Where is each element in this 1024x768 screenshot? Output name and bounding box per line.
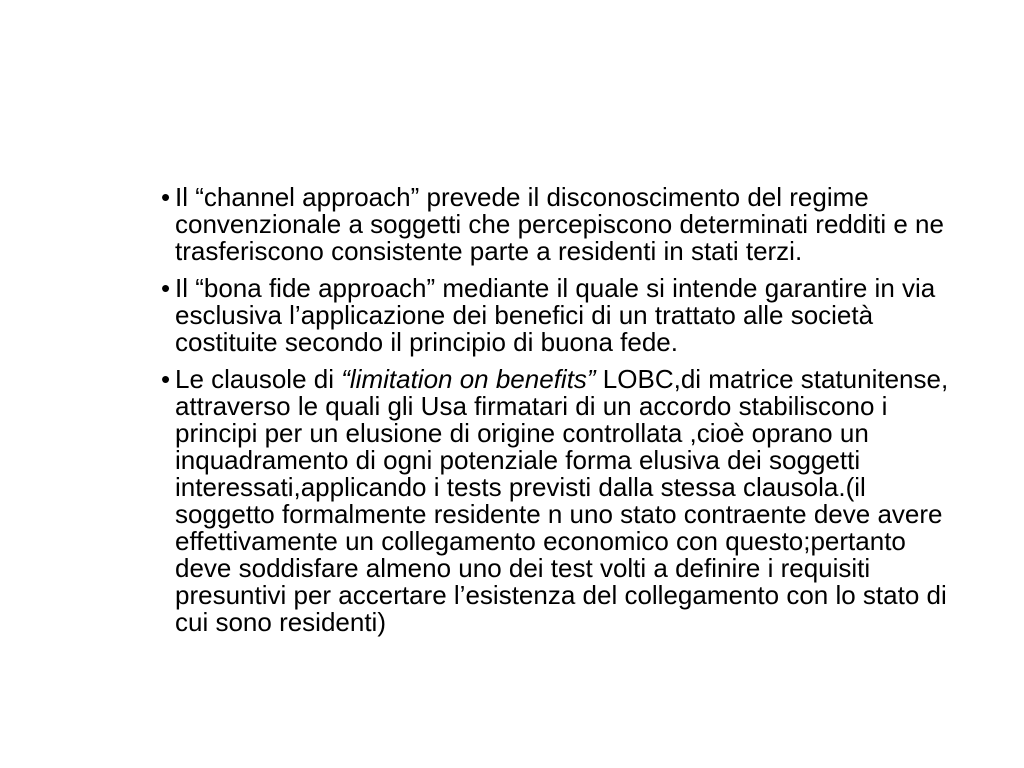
text-run: Il “bona fide approach” mediante il quale si intende garantire in via bbox=[175, 273, 936, 303]
text-line bbox=[175, 366, 961, 393]
text-line bbox=[175, 447, 961, 474]
text-run: LOBC,di matrice statunitense, bbox=[595, 364, 949, 394]
bullet-marker-icon: • bbox=[161, 364, 171, 394]
text-run: cui sono residenti) bbox=[175, 607, 386, 637]
text-run: principi per un elusione di origine controllata ,cioè oprano un bbox=[175, 418, 869, 448]
text-run: interessati,applicando i tests previsti dalla stessa clausola.(il bbox=[175, 472, 866, 502]
text-line bbox=[175, 184, 961, 211]
text-line bbox=[175, 474, 961, 501]
text-run: presuntivi per accertare l’esistenza del collegamento con lo stato di bbox=[175, 580, 947, 610]
text-line bbox=[175, 329, 961, 356]
text-run: inquadramento di ogni potenziale forma elusiva dei soggetti bbox=[175, 445, 861, 475]
bullet-text bbox=[175, 366, 961, 636]
text-line bbox=[175, 420, 961, 447]
bullet-item bbox=[161, 184, 961, 265]
text-line bbox=[175, 238, 961, 265]
text-run: costituite secondo il principio di buona fede. bbox=[175, 327, 678, 357]
bullet-marker-icon: • bbox=[161, 273, 171, 303]
text-line bbox=[175, 501, 961, 528]
text-run: Il “channel approach” prevede il disconoscimento del regime bbox=[175, 182, 869, 212]
text-line bbox=[175, 582, 961, 609]
text-run: Le clausole di bbox=[175, 364, 342, 394]
text-line bbox=[175, 528, 961, 555]
bullet-marker-icon: • bbox=[161, 182, 171, 212]
text-line bbox=[175, 393, 961, 420]
text-run: esclusiva l’applicazione dei benefici di un trattato alle società bbox=[175, 300, 874, 330]
bullet-list bbox=[161, 184, 961, 646]
bullet-item bbox=[161, 366, 961, 636]
text-line bbox=[175, 275, 961, 302]
text-run: effettivamente un collegamento economico con questo;pertanto bbox=[175, 526, 906, 556]
bullet-text bbox=[175, 184, 961, 265]
text-run: soggetto formalmente residente n uno stato contraente deve avere bbox=[175, 499, 943, 529]
text-run: deve soddisfare almeno uno dei test volti a definire i requisiti bbox=[175, 553, 871, 583]
text-line bbox=[175, 555, 961, 582]
italic-run: “limitation on benefits” bbox=[341, 364, 596, 394]
text-line bbox=[175, 609, 961, 636]
bullet-item bbox=[161, 275, 961, 356]
text-run: convenzionale a soggetti che percepiscono determinati redditi e ne bbox=[175, 209, 944, 239]
bullet-text bbox=[175, 275, 961, 356]
text-line bbox=[175, 211, 961, 238]
text-run: trasferiscono consistente parte a residenti in stati terzi. bbox=[175, 236, 803, 266]
text-line bbox=[175, 302, 961, 329]
text-run: attraverso le quali gli Usa firmatari di un accordo stabiliscono i bbox=[175, 391, 888, 421]
